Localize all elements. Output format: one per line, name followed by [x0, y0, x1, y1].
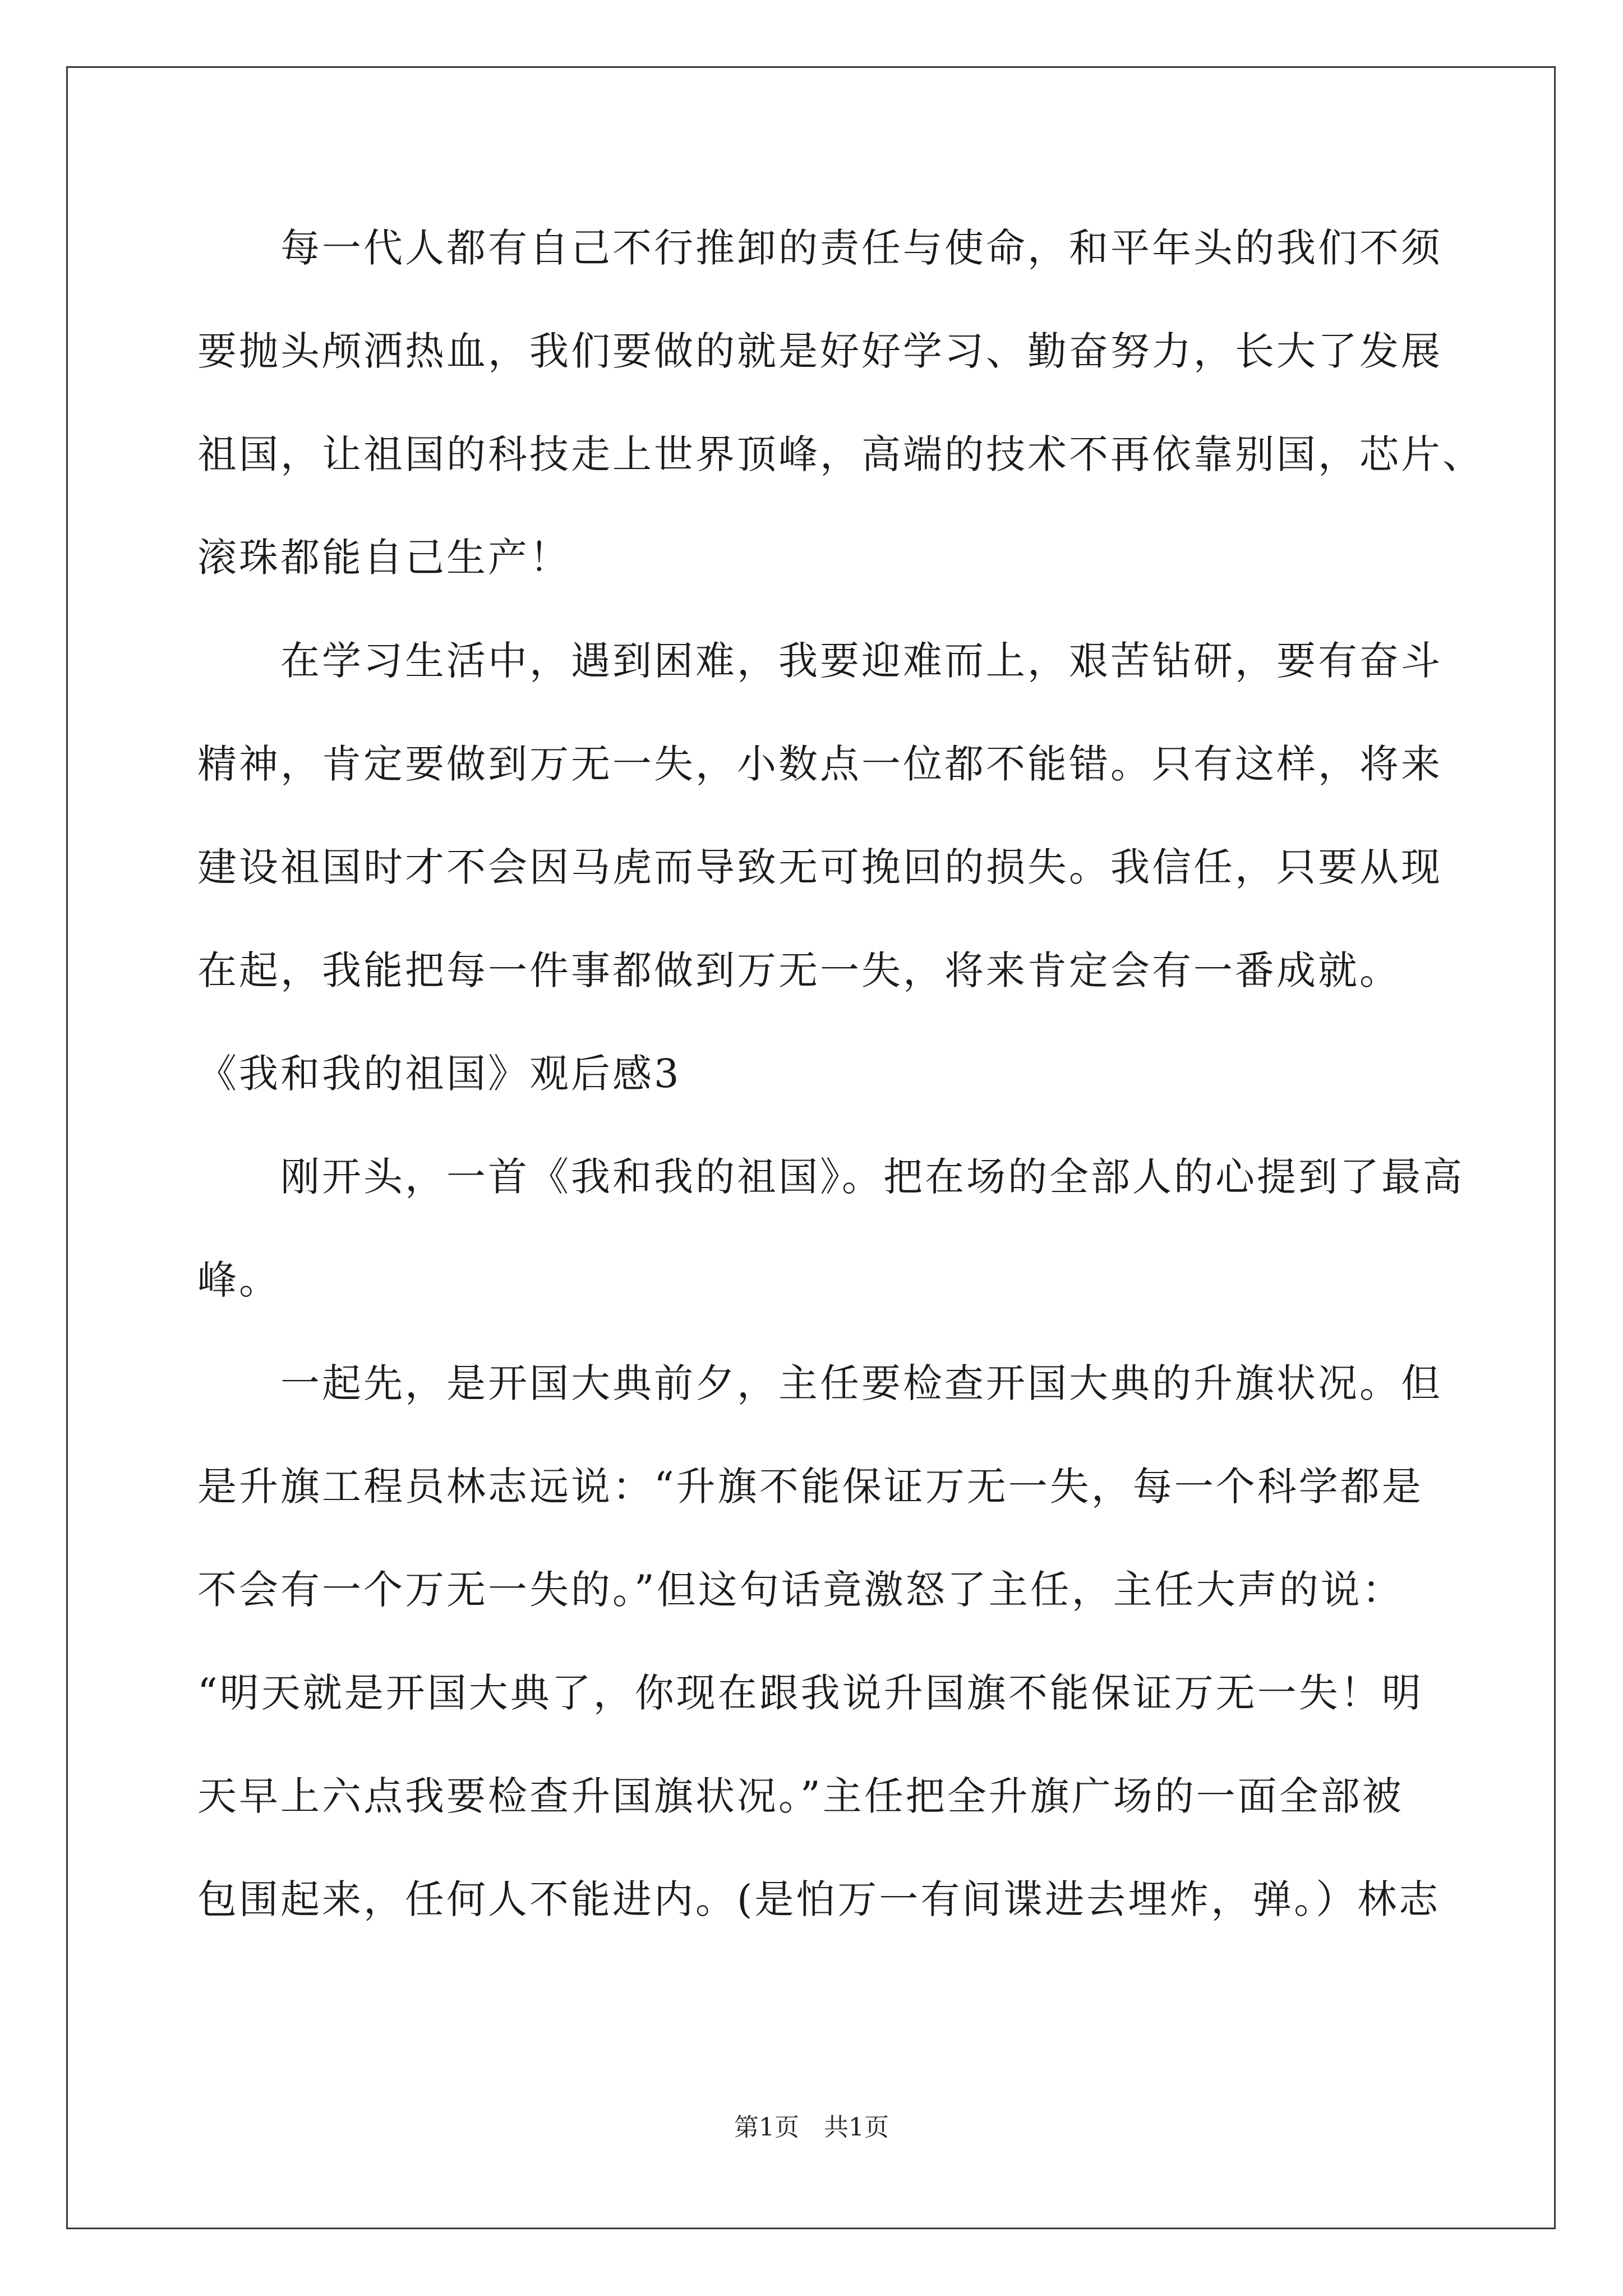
text-line: 要抛头颅洒热血，我们要做的就是好好学习、勤奋努力，长大了发展: [197, 328, 1442, 374]
text-line: 滚珠都能自己生产！: [197, 535, 571, 581]
text-line: 不会有一个万无一失的。”但这句话竟激怒了主任，主任大声的说：: [197, 1567, 1404, 1613]
text-line: 天早上六点我要检查升国旗状况。”主任把全升旗广场的一面全部被: [197, 1773, 1404, 1819]
page-footer: [0, 2111, 1623, 2145]
section-heading: 《我和我的祖国》观后感3: [197, 1051, 681, 1097]
text-line: 在起，我能把每一件事都做到万无一失，将来肯定会有一番成就。: [197, 947, 1401, 993]
text-line: 精神，肯定要做到万无一失，小数点一位都不能错。只有这样，将来: [197, 741, 1442, 787]
text-line: 包围起来，任何人不能进内。(是怕万一有间谍进去埋炸，弹。）林志: [197, 1876, 1441, 1922]
page-total: 共1页: [824, 2113, 889, 2142]
text-line: 是升旗工程员林志远说：“升旗不能保证万无一失，每一个科学都是: [197, 1464, 1423, 1510]
text-line: “明天就是开国大典了，你现在跟我说升国旗不能保证万无一失！明: [197, 1670, 1423, 1716]
text-line: 在学习生活中，遇到困难，我要迎难而上，艰苦钻研，要有奋斗: [197, 638, 1442, 684]
text-line: 一起先，是开国大典前夕，主任要检查开国大典的升旗状况。但: [197, 1360, 1442, 1406]
text-line: 祖国，让祖国的科技走上世界顶峰，高端的技术不再依靠别国，芯片、: [197, 431, 1484, 477]
text-line: 每一代人都有自己不行推卸的责任与使命，和平年头的我们不须: [197, 225, 1442, 271]
text-line: 峰。: [197, 1257, 280, 1303]
page-number: 第1页: [734, 2113, 799, 2142]
text-line: 建设祖国时才不会因马虎而导致无可挽回的损失。我信任，只要从现: [197, 844, 1442, 890]
text-line: 刚开头，一首《我和我的祖国》。把在场的全部人的心提到了最高: [197, 1154, 1464, 1200]
